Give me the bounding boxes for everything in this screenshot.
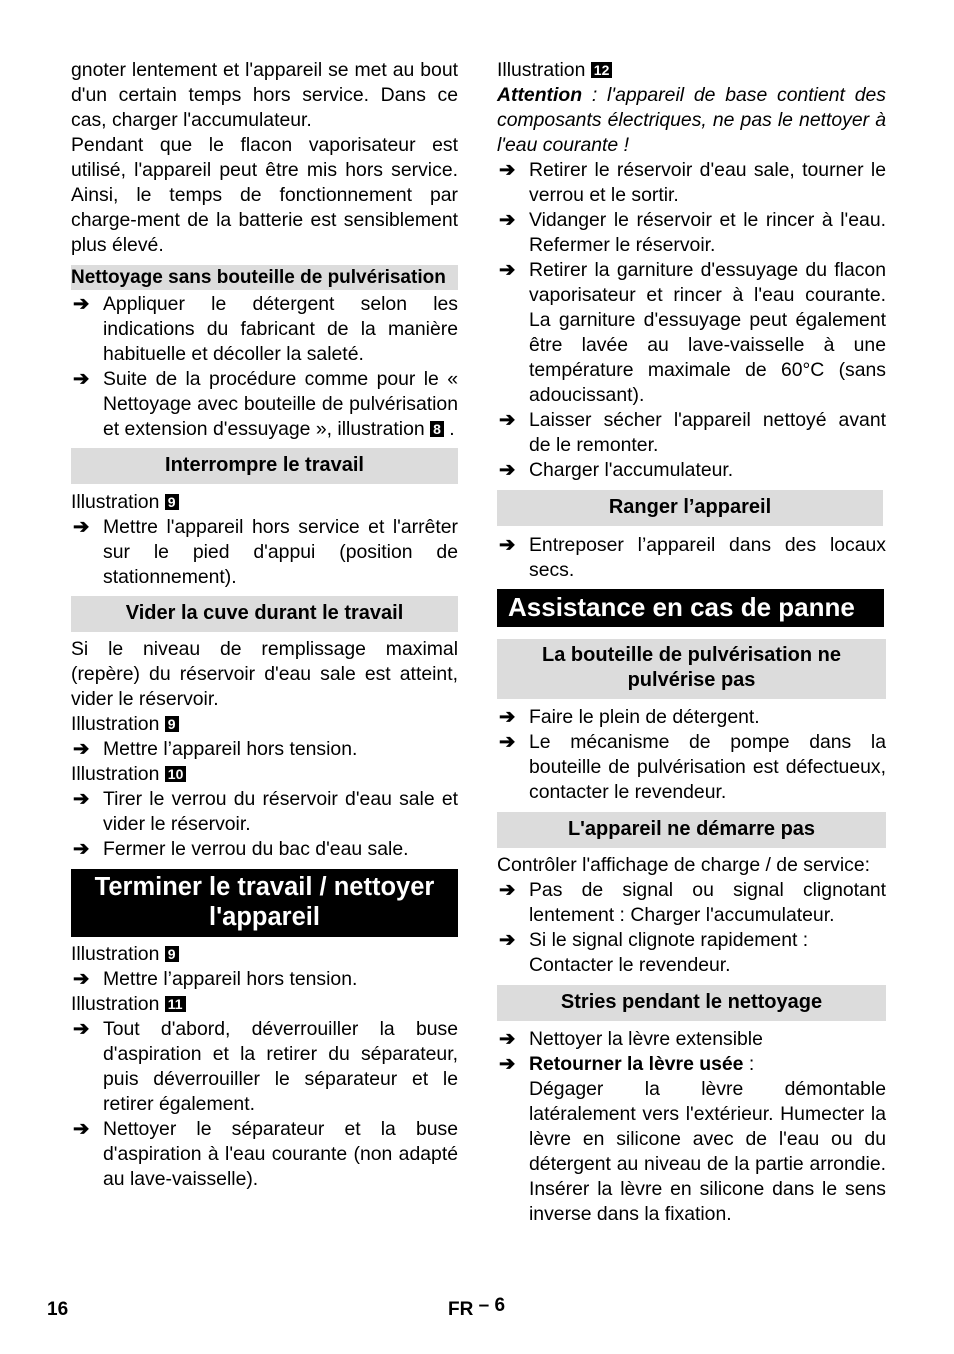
paragraph-controle: Contrôler l'affichage de charge / de service: [497, 854, 871, 876]
bullet-item: ➔ Le mécanisme de pompe dans la bouteille de pulvérisation est défectueux, contacter le revendeur. [499, 731, 886, 803]
intro-paragraph-2: Pendant que le flacon vaporisateur est utilisé, l'appareil peut être mis hors service. Ainsi, le temps de fonctionnement par charge-ment de la batterie est sensiblement plus élevé. [71, 134, 458, 256]
bullet-item: ➔ Faire le plein de détergent. [499, 706, 760, 728]
figure-reference: 8 [430, 421, 444, 437]
heading-nettoyage-sans-bouteille: Nettoyage sans bouteille de pulvérisation [71, 265, 458, 290]
bullet-item: ➔ Pas de signal ou signal clignotant lentement : Charger l'accumulateur. [499, 879, 886, 926]
arrow-right-icon: ➔ [73, 516, 90, 538]
figure-reference: 11 [165, 996, 186, 1012]
bullet-item: ➔ Mettre l'appareil hors service et l'arrêter sur le pied d'appui (position de stationnement). [73, 516, 458, 588]
illustration-ref: Illustration 9 [71, 490, 458, 515]
bullet-item: ➔ Entreposer l’appareil dans des locaux secs. [499, 534, 886, 581]
arrow-right-icon: ➔ [499, 879, 516, 901]
arrow-right-icon: ➔ [499, 409, 516, 431]
arrow-right-icon: ➔ [499, 534, 516, 556]
bullet-item: ➔ Mettre l’appareil hors tension. [73, 968, 358, 990]
illustration-ref: Illustration 11 [71, 992, 458, 1017]
left-column [71, 58, 458, 1192]
arrow-right-icon: ➔ [499, 1053, 516, 1075]
arrow-right-icon: ➔ [73, 738, 90, 760]
bullet-item: ➔ Charger l'accumulateur. [499, 459, 734, 481]
arrow-right-icon: ➔ [499, 929, 516, 951]
bullet-item: ➔ Retirer le réservoir d'eau sale, tourner le verrou et le sortir. [499, 159, 886, 206]
right-column [497, 58, 886, 1227]
figure-reference: 10 [165, 766, 187, 782]
attention-note: Attention : l'appareil de base contient des composants électriques, ne pas le nettoyer à l'eau courante ! [497, 84, 886, 156]
arrow-right-icon: ➔ [73, 368, 90, 390]
figure-reference: 9 [165, 494, 179, 510]
arrow-right-icon: ➔ [499, 209, 516, 231]
bullet-item: ➔ Mettre l’appareil hors tension. [73, 738, 358, 760]
heading-terminer-travail: Terminer le travail / nettoyer l'appareil [71, 869, 458, 937]
footer-section-label: FR – 6 [448, 1295, 506, 1320]
figure-reference: 9 [165, 946, 179, 962]
paragraph-retourner-levre: Dégager la lèvre démontable latéralement vers l'extérieur. Humecter la lèvre en silicone avec de l'eau ou du détergent au niveau de la partie arrondie. Insérer la lèvre en silicone dans le sens inverse dans la fixation. [529, 1078, 886, 1225]
arrow-right-icon: ➔ [499, 459, 516, 481]
illustration-ref: Illustration 9 [71, 712, 458, 737]
heading-appareil-ne-demarre-pas: L'appareil ne démarre pas [497, 812, 886, 848]
heading-assistance-panne: Assistance en cas de panne [497, 589, 884, 627]
heading-ranger-appareil: Ranger l’appareil [497, 490, 883, 526]
illustration-ref: Illustration 9 [71, 942, 458, 967]
arrow-right-icon: ➔ [499, 731, 516, 753]
arrow-right-icon: ➔ [73, 788, 90, 810]
arrow-right-icon: ➔ [499, 706, 516, 728]
bullet-item: ➔ Nettoyer la lèvre extensible [499, 1028, 763, 1050]
bullet-item: ➔ Suite de la procédure comme pour le « Nettoyage avec bouteille de pulvérisation et extension d'essuyage », illustration 8 . [73, 368, 458, 440]
heading-stries-nettoyage: Stries pendant le nettoyage [497, 985, 886, 1021]
arrow-right-icon: ➔ [499, 159, 516, 181]
bullet-item: ➔ Retirer la garniture d'essuyage du flacon vaporisateur et rincer à l'eau courante. La garniture d'essuyage peut également être lavée au lave-vaisselle à une température maximale de 60°C (sans adoucissant). [499, 259, 886, 406]
arrow-right-icon: ➔ [73, 968, 90, 990]
figure-reference: 12 [591, 62, 613, 78]
arrow-right-icon: ➔ [73, 838, 90, 860]
illustration-ref: Illustration 12 [497, 58, 886, 83]
arrow-right-icon: ➔ [499, 259, 516, 281]
illustration-ref: Illustration 10 [71, 762, 458, 787]
figure-reference: 9 [165, 716, 179, 732]
arrow-right-icon: ➔ [73, 1118, 90, 1140]
arrow-right-icon: ➔ [73, 1018, 90, 1040]
intro-paragraph-1: gnoter lentement et l'appareil se met au bout d'un certain temps hors service. Dans ce cas, charger l'accumulateur. [71, 59, 458, 131]
bullet-item: ➔ Fermer le verrou du bac d'eau sale. [73, 838, 409, 860]
bullet-item: ➔ Appliquer le détergent selon les indications du fabricant de la manière habituelle et décoller la saleté. [73, 293, 458, 365]
bullet-item: ➔ Tout d'abord, déverrouiller la buse d'aspiration et la retirer du séparateur, puis déverrouiller le séparateur et le retirer également. [73, 1018, 458, 1115]
heading-bouteille-ne-pulverise-pas: La bouteille de pulvérisation ne pulvérise pas [497, 639, 886, 699]
arrow-right-icon: ➔ [73, 293, 90, 315]
paragraph-vider: Si le niveau de remplissage maximal (repère) du réservoir d'eau sale est atteint, vider le réservoir. [71, 638, 458, 710]
bullet-item: ➔ Tirer le verrou du réservoir d'eau sale et vider le réservoir. [73, 788, 458, 835]
bullet-item: ➔ Nettoyer le séparateur et la buse d'aspiration à l'eau courante (non adapté au lave-vaisselle). [73, 1118, 458, 1190]
bullet-item: ➔ Laisser sécher l'appareil nettoyé avant de le remonter. [499, 409, 886, 456]
bullet-item: ➔ Vidanger le réservoir et le rincer à l'eau. Refermer le réservoir. [499, 209, 886, 256]
heading-interrompre-travail: Interrompre le travail [71, 448, 458, 484]
arrow-right-icon: ➔ [499, 1028, 516, 1050]
page-number: 16 [47, 1299, 69, 1320]
bullet-item: ➔ Retourner la lèvre usée : [499, 1053, 755, 1075]
heading-vider-cuve: Vider la cuve durant le travail [71, 596, 458, 632]
bullet-item: ➔ Si le signal clignote rapidement : Contacter le revendeur. [499, 929, 809, 976]
